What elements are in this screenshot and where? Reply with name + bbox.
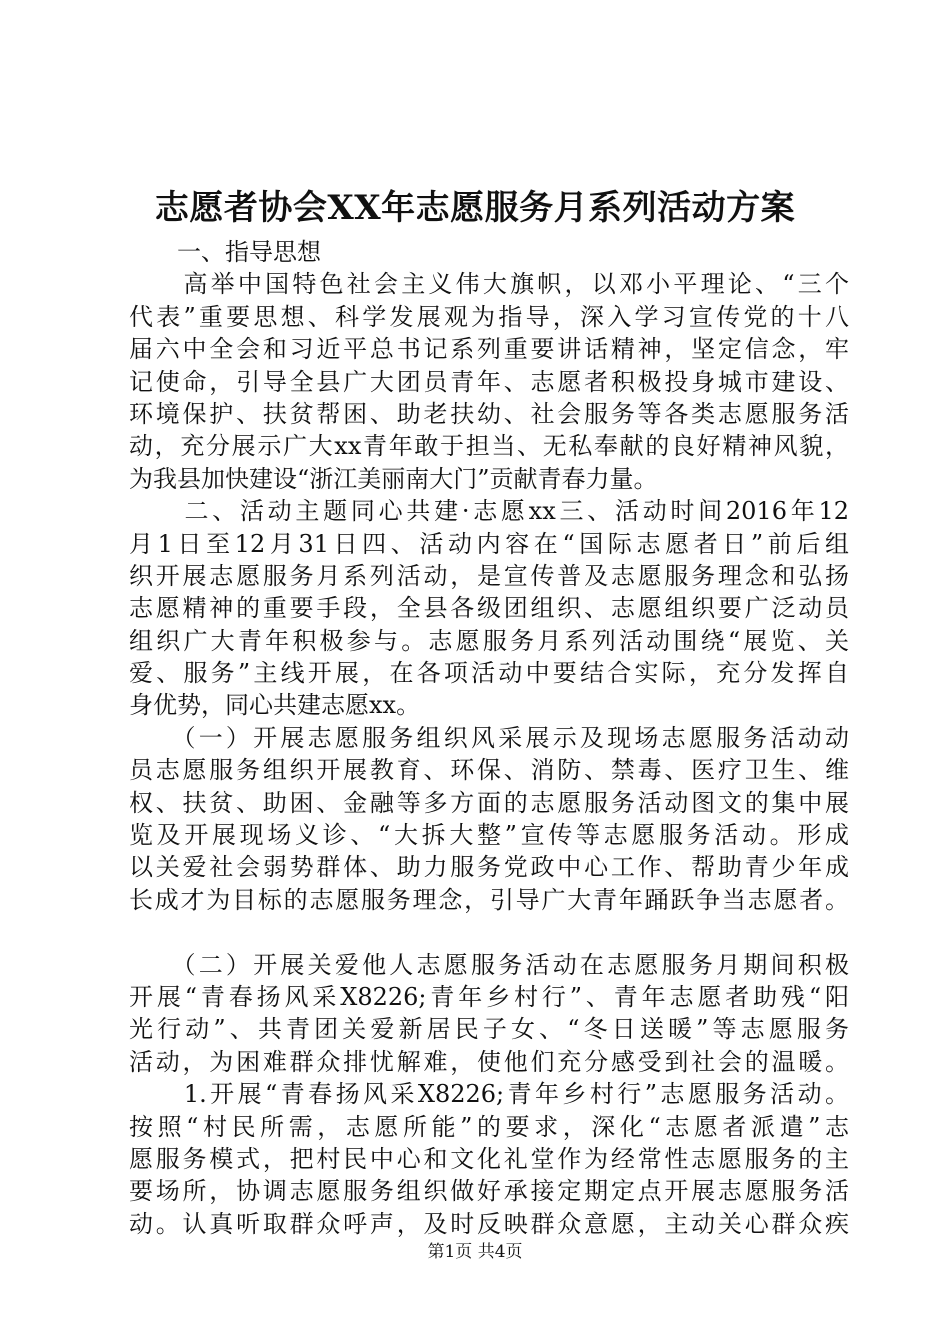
text-line: 记使命，引导全县广大团员青年、志愿者积极投身城市建设、 <box>129 367 849 396</box>
text-line: 环境保护、扶贫帮困、助老扶幼、社会服务等各类志愿服务活 <box>129 399 849 428</box>
document-title: 志愿者协会XX年志愿服务月系列活动方案 <box>154 188 796 228</box>
text-line: 为我县加快建设“浙江美丽南大门”贡献青春力量。 <box>129 464 658 493</box>
text-line: 权、扶贫、助困、金融等多方面的志愿服务活动图文的集中展 <box>129 788 849 817</box>
text-line: 1.开展“青春扬风采X8226;青年乡村行”志愿服务活动。 <box>129 1080 849 1109</box>
text-line: 览及开展现场义诊、“大拆大整”宣传等志愿服务活动。形成 <box>129 821 849 850</box>
blank-line <box>129 916 849 948</box>
document-body <box>129 236 849 1240</box>
text-line: 月1日至12月31日四、活动内容在“国际志愿者日”前后组 <box>129 529 849 558</box>
page-number-footer: 第1页 共4页 <box>427 1242 523 1262</box>
text-line: 志愿精神的重要手段，全县各级团组织、志愿组织要广泛动员 <box>129 594 849 623</box>
text-line: 光行动”、共青团关爱新居民子女、“冬日送暖”等志愿服务 <box>129 1015 849 1044</box>
text-line: 代表”重要思想、科学发展观为指导，深入学习宣传党的十八 <box>129 302 849 331</box>
text-line: 届六中全会和习近平总书记系列重要讲话精神，坚定信念，牢 <box>129 335 849 364</box>
text-line: 愿服务模式，把村民中心和文化礼堂作为经常性志愿服务的主 <box>129 1144 849 1173</box>
text-line: 织开展志愿服务月系列活动，是宣传普及志愿服务理念和弘扬 <box>129 561 849 590</box>
text-line: 爱、服务”主线开展，在各项活动中要结合实际，充分发挥自 <box>129 659 849 688</box>
text-line: 以关爱社会弱势群体、助力服务党政中心工作、帮助青少年成 <box>129 853 849 882</box>
text-line: 动，充分展示广大xx青年敢于担当、无私奉献的良好精神风貌， <box>129 432 849 461</box>
text-line: 长成才为目标的志愿服务理念，引导广大青年踊跃争当志愿者。 <box>129 885 849 914</box>
text-line: 活动，为困难群众排忧解难，使他们充分感受到社会的温暖。 <box>129 1047 849 1076</box>
text-line: 员志愿服务组织开展教育、环保、消防、禁毒、医疗卫生、维 <box>129 756 849 785</box>
section-heading: 一、指导思想 <box>129 238 321 266</box>
text-line: 开展“青春扬风采X8226;青年乡村行”、青年志愿者助残“阳 <box>129 982 849 1011</box>
text-line: 动。认真听取群众呼声，及时反映群众意愿，主动关心群众疾 <box>129 1209 849 1238</box>
text-line: （二）开展关爱他人志愿服务活动在志愿服务月期间积极 <box>129 950 849 979</box>
text-line: 组织广大青年积极参与。志愿服务月系列活动围绕“展览、关 <box>129 626 849 655</box>
text-line: 二、活动主题同心共建·志愿xx三、活动时间2016年12 <box>129 497 849 526</box>
text-line: 高举中国特色社会主义伟大旗帜，以邓小平理论、“三个 <box>129 270 849 299</box>
text-line: 身优势，同心共建志愿xx。 <box>129 691 421 720</box>
text-line: （一）开展志愿服务组织风采展示及现场志愿服务活动动 <box>129 723 849 752</box>
text-line: 按照“村民所需，志愿所能”的要求，深化“志愿者派遣”志 <box>129 1112 849 1141</box>
text-line: 要场所，协调志愿服务组织做好承接定期定点开展志愿服务活 <box>129 1177 849 1206</box>
